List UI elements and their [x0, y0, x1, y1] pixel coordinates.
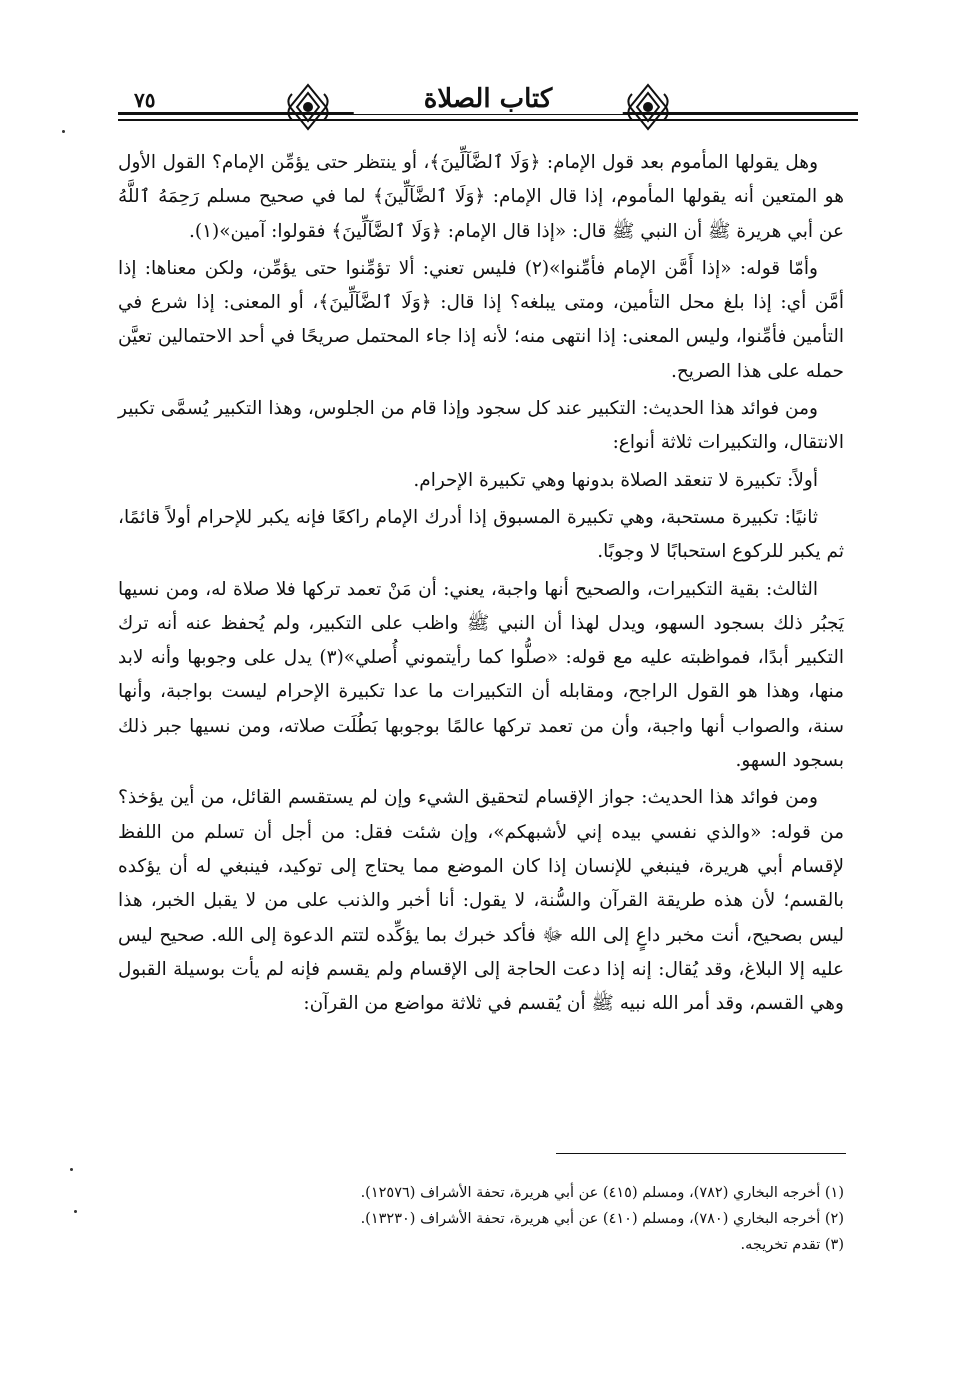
ornament-right-icon [626, 82, 670, 132]
paragraph: ومن فوائد هذا الحديث: التكبير عند كل سجود وإذا قام من الجلوس، وهذا التكبير يُسمَّى تكبير الانتقال، والتكبيرات ثلاثة أنواع: [118, 398, 844, 454]
paragraph: ومن فوائد هذا الحديث: جواز الإقسام لتحقيق الشيء وإن لم يستقسم القائل، من أين يؤخذ؟ من قوله: «والذي نفسي بيده إني لأشبهكم»، وإن شئت فقل: من أجل أن تسلم من اللفظ لإقسام أبي هريرة، فينبغي للإنسان إذا كان الموضع مما يحتاج إلى توكيد، فينبغي له أن يؤكده بالقسم؛ لأن هذه طريقة القرآن والسُّنة، لا يقول: أنا أخبر والذنب على من لا يقبل الخبر، هذا ليس بصحيح، أنت مخبر داعٍ إلى الله ﷻ فأكد خبرك بما يؤكِّده لتتم الدعوة إلى الله. صحيح ليس عليه إلا البلاغ، وقد يُقال: إنه إذا دعت الحاجة إلى الإقسام ولم يقسم فإنه لم يأت بوسيلة القبول وهي القسم، وقد أمر الله نبيه ﷺ أن يُقسم في ثلاثة مواضع من القرآن: [118, 787, 844, 1015]
page-number: ٧٥ [130, 88, 159, 112]
chapter-title: كتاب الصلاة [354, 84, 623, 114]
page-header [118, 82, 858, 140]
footnote: (٣) تقدم تخريجه. [740, 1237, 844, 1253]
paragraph: أولاً: تكبيرة لا تنعقد الصلاة بدونها وهي تكبيرة الإحرام. [413, 469, 818, 491]
paragraph: وهل يقولها المأموم بعد قول الإمام: ﴿وَلَا ٱلضَّآلِّينَ﴾، أو ينتظر حتى يؤمِّن الإمام؟ القول الأول هو المتعين أنه يقولها المأموم، إذا قال الإمام: ﴿وَلَا ٱلضَّآلِّينَ﴾ لما في صحيح مسلم رَحِمَهُ ٱللَّهُ عن أبي هريرة ﷺ أن النبي ﷺ قال: «إذا قال الإمام: ﴿وَلَا ٱلضَّآلِّينَ﴾ فقولوا: آمين»(١). [118, 152, 844, 242]
scan-speck [74, 1210, 77, 1213]
footnotes [200, 1180, 844, 1258]
paragraph: وأمّا قوله: «إذا أَمَّن الإمام فأمِّنوا»(٢) فليس تعني: ألا تؤمِّنوا حتى يؤمِّن، ولكن معناها: إذا أمَّن أي: إذا بلغ محل التأمين، ومتى يبلغه؟ إذا قال: ﴿وَلَا ٱلضَّآلِّينَ﴾، أو المعنى: إذا شرع في التأمين فأمِّنوا، وليس المعنى: إذا انتهى منه؛ لأنه إذا جاء المحتمل صريحًا في أحد الاحتمالين تعيَّن حمله على هذا الصريح. [118, 257, 844, 382]
paragraph: الثالث: بقية التكبيرات، والصحيح أنها واجبة، يعني: أن مَنْ تعمد تركها فلا صلاة له، ومن نسيها يَجبُر ذلك بسجود السهو، ويدل لهذا أن النبي ﷺ واظب على التكبير، ولم يُحفظ عنه أنه ترك التكبير أبدًا، فمواظبته عليه مع قوله: «صلُّوا كما رأيتموني أُصلي»(٣) يدل على وجوبها وأنه لابد منها، وهذا هو القول الراجح، ومقابله أن التكبيرات ما عدا تكبيرة الإحرام ليست بواجبة، وأنها سنة، والصواب أنها واجبة، وأن من تعمد تركها عالمًا بوجوبها بَطُلَت صلاته، ومن نسيها جبر ذلك بسجود السهو. [118, 578, 845, 772]
ornament-left-icon [286, 82, 330, 132]
paragraph: ثانيًا: تكبيرة مستحبة، وهي تكبيرة المسبوق إذا أدرك الإمام راكعًا فإنه يكبر للإحرام أولاً قائمًا، ثم يكبر للركوع استحبابًا لا وجوبًا. [118, 506, 844, 563]
footnote: (٢) أخرجه البخاري (٧٨٠)، ومسلم (٤١٠) عن أبي هريرة، تحفة الأشراف (١٣٢٣٠). [360, 1211, 844, 1227]
header-rule-thin [118, 120, 858, 121]
main-text [118, 146, 844, 1021]
scan-speck [70, 1168, 73, 1171]
footnote: (١) أخرجه البخاري (٧٨٢)، ومسلم (٤١٥) عن أبي هريرة، تحفة الأشراف (١٢٥٧٦). [360, 1185, 844, 1201]
footnote-rule [556, 1153, 846, 1154]
scan-speck [62, 130, 65, 133]
